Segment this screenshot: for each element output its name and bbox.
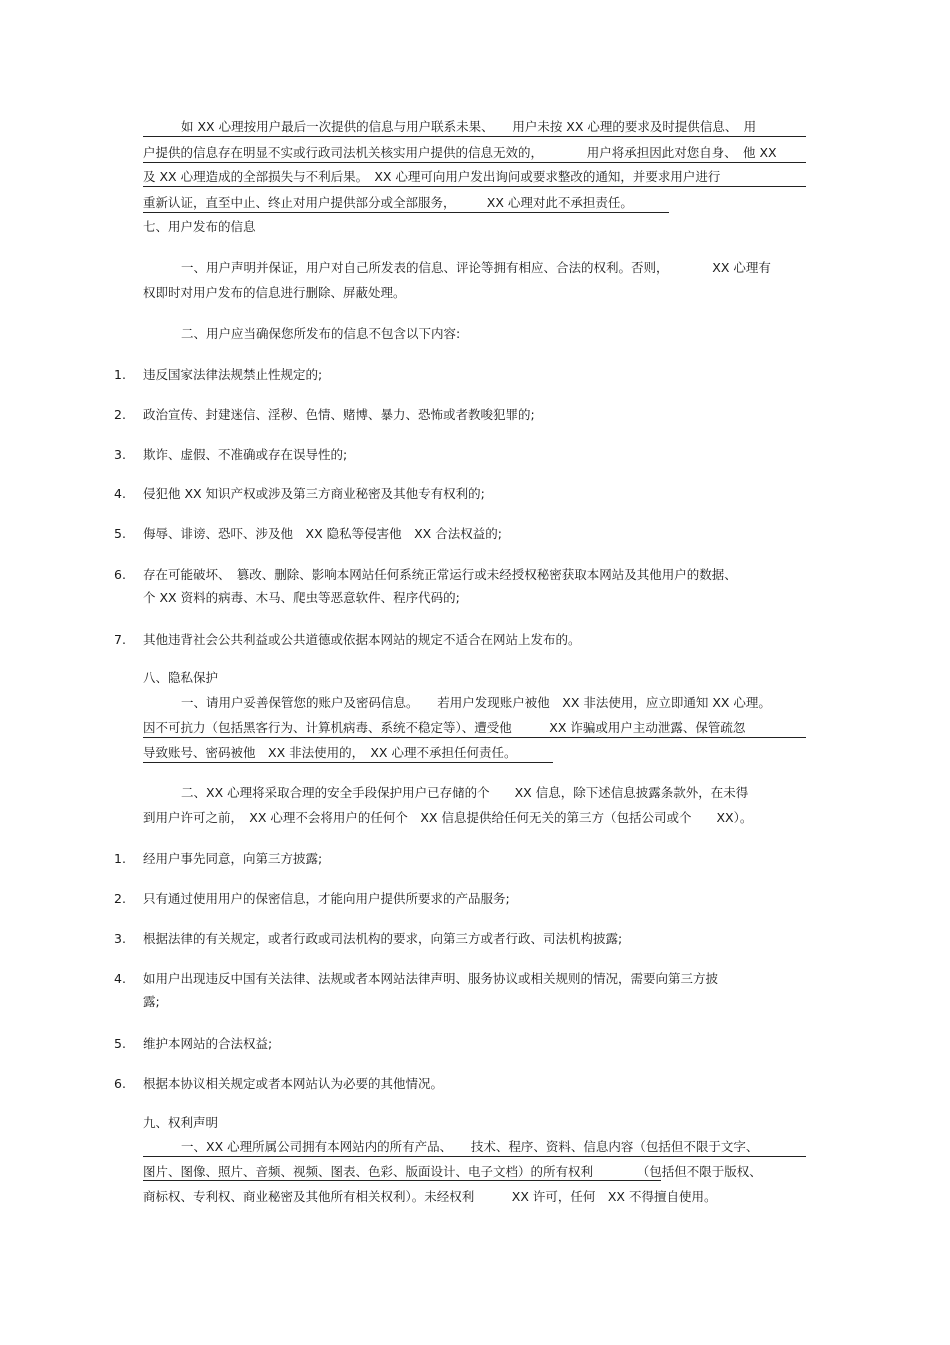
list-number: 4. xyxy=(114,486,126,501)
list-item: 欺诈、虚假、不准确或存在误导性的; xyxy=(143,447,348,462)
list-number: 1. xyxy=(114,851,126,866)
paragraph-line: 及 XX 心理造成的全部损失与不利后果。 XX 心理可向用户发出询问或要求整改的通知，并要求用户进行 xyxy=(143,168,806,187)
paragraph-line: 重新认证，直至中止、终止对用户提供部分或全部服务， XX 心理对此不承担责任。 xyxy=(143,194,669,213)
list-number: 2. xyxy=(114,407,126,422)
list-item: 违反国家法律法规禁止性规定的; xyxy=(143,367,323,382)
section-heading-7: 七、用户发布的信息 xyxy=(143,219,256,234)
paragraph-line: 一、用户声明并保证，用户对自己所发表的信息、评论等拥有相应、合法的权利。否则， XX 心理有 xyxy=(181,260,771,275)
list-item: 露; xyxy=(143,994,160,1009)
list-item: 如用户出现违反中国有关法律、法规或者本网站法律声明、服务协议或相关规则的情况，需要向第三方披 xyxy=(143,971,719,986)
list-number: 5. xyxy=(114,526,126,541)
list-number: 2. xyxy=(114,891,126,906)
list-item: 经用户事先同意，向第三方披露; xyxy=(143,851,323,866)
paragraph-line: 商标权、专利权、商业秘密及其他所有相关权利）。未经权利 XX 许可，任何 XX 不得擅自使用。 xyxy=(143,1189,717,1204)
paragraph-line: 二、用户应当确保您所发布的信息不包含以下内容: xyxy=(181,326,461,341)
list-number: 3. xyxy=(114,931,126,946)
list-number: 4. xyxy=(114,971,126,986)
list-item: 侮辱、诽谤、恐吓、涉及他 XX 隐私等侵害他 XX 合法权益的; xyxy=(143,526,502,541)
list-number: 6. xyxy=(114,567,126,582)
list-number: 3. xyxy=(114,447,126,462)
list-number: 5. xyxy=(114,1036,126,1051)
list-item: 侵犯他 XX 知识产权或涉及第三方商业秘密及其他专有权利的; xyxy=(143,486,485,501)
list-item: 根据法律的有关规定，或者行政或司法机构的要求，向第三方或者行政、司法机构披露; xyxy=(143,931,623,946)
paragraph-line: 户提供的信息存在明显不实或行政司法机关核实用户提供的信息无效的， 用户将承担因此对您自身、 他 XX xyxy=(143,144,806,163)
paragraph-line xyxy=(143,1163,806,1181)
section-heading-8: 八、隐私保护 xyxy=(143,670,219,685)
list-number: 7. xyxy=(114,632,126,647)
paragraph-line: 权即时对用户发布的信息进行删除、屏蔽处理。 xyxy=(143,285,406,300)
list-item: 根据本协议相关规定或者本网站认为必要的其他情况。 xyxy=(143,1076,444,1091)
paragraph-line: 因不可抗力（包括黑客行为、计算机病毒、系统不稳定等）、遭受他 XX 诈骗或用户主动泄露、保管疏忽 xyxy=(143,719,806,738)
list-item: 政治宣传、封建迷信、淫秽、色情、赌博、暴力、恐怖或者教唆犯罪的; xyxy=(143,407,535,422)
paragraph-line: 导致账号、密码被他 XX 非法使用的， XX 心理不承担任何责任。 xyxy=(143,744,553,763)
list-number: 6. xyxy=(114,1076,126,1091)
list-item: 存在可能破坏、 篡改、删除、影响本网站任何系统正常运行或未经授权秘密获取本网站及其他用户的数据、 xyxy=(143,567,737,582)
underlined-span: 图片、图像、照片、音频、视频、图表、色彩、版面设计、电子文档）的所有权利 （包括但不限于版权、 xyxy=(143,1164,762,1179)
list-number: 1. xyxy=(114,367,126,382)
list-item: 其他违背社会公共利益或公共道德或依据本网站的规定不适合在网站上发布的。 xyxy=(143,632,581,647)
list-item: 只有通过使用用户的保密信息，才能向用户提供所要求的产品服务; xyxy=(143,891,510,906)
paragraph-line: 一、XX 心理所属公司拥有本网站内的所有产品、 技术、程序、资料、信息内容（包括但不限于文字、 xyxy=(143,1138,806,1157)
list-item: 个 XX 资料的病毒、木马、爬虫等恶意软件、程序代码的; xyxy=(143,590,460,605)
paragraph-line: 到用户许可之前， XX 心理不会将用户的任何个 XX 信息提供给任何无关的第三方（包括公司或个 XX）。 xyxy=(143,810,753,825)
paragraph-line: 二、XX 心理将采取合理的安全手段保护用户已存储的个 XX 信息，除下述信息披露条款外，在未得 xyxy=(181,785,749,800)
paragraph-line: 一、请用户妥善保管您的账户及密码信息。 若用户发现账户被他 XX 非法使用，应立即通知 XX 心理。 xyxy=(181,695,771,710)
paragraph-line: 如 XX 心理按用户最后一次提供的信息与用户联系未果、 用户未按 XX 心理的要求及时提供信息、 用 xyxy=(143,118,806,137)
section-heading-9: 九、权利声明 xyxy=(143,1115,219,1130)
list-item: 维护本网站的合法权益; xyxy=(143,1036,273,1051)
